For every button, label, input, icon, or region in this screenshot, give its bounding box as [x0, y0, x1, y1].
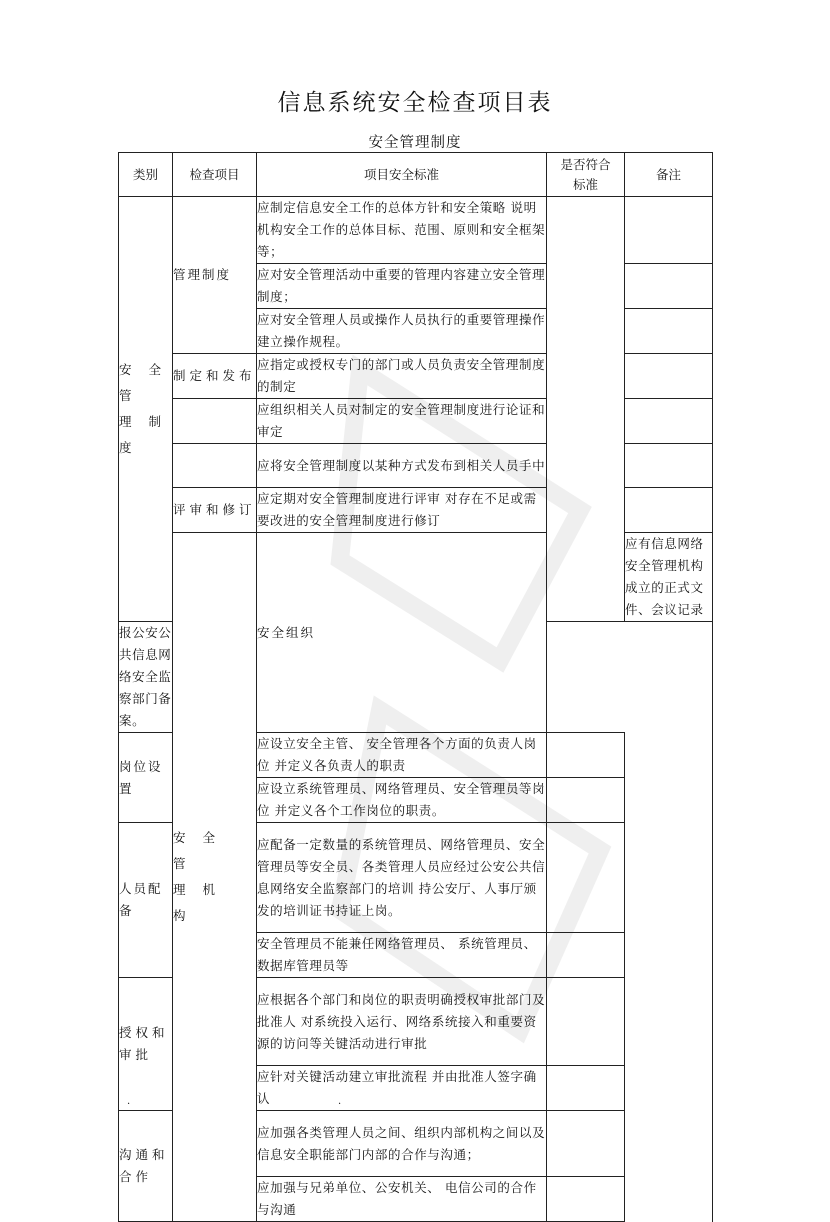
standard-text: 应制定信息安全工作的总体方针和安全策略 说明机构安全工作的总体目标、范围、原则和安全框架等；	[257, 197, 547, 264]
item-name-empty	[173, 444, 257, 488]
compliance-cell[interactable]	[547, 1111, 625, 1177]
footer-dot-right: .	[338, 1096, 342, 1107]
standard-text: 应组织相关人员对制定的安全管理制度进行论证和审定	[257, 399, 547, 444]
header-item: 检查项目	[173, 153, 257, 197]
category-line: 理 机	[173, 882, 218, 897]
header-category: 类别	[119, 153, 173, 197]
standard-text: 应配备一定数量的系统管理员、网络管理员、安全管理员等安全员、各类管理人员应经过公安公共信息网络安全监察部门的培训 持公安厅、人事厅颁发的培训证书持证上岗。	[257, 823, 547, 933]
compliance-cell[interactable]	[547, 733, 625, 778]
standard-text: 安全管理员不能兼任网络管理员、 系统管理员、 数据库管理员等	[257, 933, 547, 978]
security-check-table	[118, 152, 713, 1222]
header-compliant: 是否符合 标准	[547, 153, 625, 197]
remarks-cell[interactable]	[625, 197, 713, 264]
table-header-row	[119, 153, 713, 197]
standard-text: 应根据各个部门和岗位的职责明确授权审批部门及批准人 对系统投入运行、网络系统接入和重要资源的访问等关键活动进行审批	[257, 978, 547, 1066]
remarks-cell[interactable]	[625, 444, 713, 488]
item-name: 安全组织	[257, 533, 547, 733]
standard-text: 应设立系统管理员、网络管理员、安全管理员等岗位 并定义各个工作岗位的职责。	[257, 778, 547, 823]
remarks-cell[interactable]	[625, 399, 713, 444]
item-name-empty	[173, 399, 257, 444]
compliance-cell[interactable]	[547, 778, 625, 823]
header-remarks: 备注	[625, 153, 713, 197]
category-line: 度	[119, 440, 135, 455]
category-cell	[173, 533, 257, 1222]
category-line: 管	[173, 856, 189, 871]
item-name: 管理制度	[173, 197, 257, 354]
remarks-cell[interactable]	[625, 354, 713, 399]
remarks-cell[interactable]	[625, 264, 713, 309]
table-row	[119, 197, 713, 264]
standard-text: 应有信息网络安全管理机构成立的正式文件、会议记录	[625, 533, 713, 622]
standard-text: 应指定或授权专门的部门或人员负责安全管理制度的制定	[257, 354, 547, 399]
category-line: 安 全	[119, 362, 164, 377]
remarks-cell[interactable]	[625, 309, 713, 354]
item-name: 制定和发布	[173, 354, 257, 399]
standard-text: 应加强各类管理人员之间、组织内部机构之间以及信息安全职能部门内部的合作与沟通；	[257, 1111, 547, 1177]
category-line: 理 制	[119, 414, 164, 429]
standard-text: 应定期对安全管理制度进行评审 对存在不足或需要改进的安全管理制度进行修订	[257, 488, 547, 533]
compliance-cell[interactable]	[547, 978, 625, 1066]
category-line: 构	[173, 908, 189, 923]
compliance-cell[interactable]	[547, 197, 625, 622]
item-name: 评审和修订	[173, 488, 257, 533]
standard-text: 应对安全管理活动中重要的管理内容建立安全管理制度；	[257, 264, 547, 309]
compliance-cell[interactable]	[547, 933, 625, 978]
category-cell	[119, 197, 173, 622]
standard-text: 应对安全管理人员或操作人员执行的重要管理操作建立操作规程。	[257, 309, 547, 354]
item-name: 人员配备	[119, 823, 173, 978]
compliance-cell[interactable]	[547, 823, 625, 933]
item-name: 授权和审批	[119, 978, 173, 1111]
category-line: 安 全	[173, 830, 218, 845]
item-name: 沟通和合作	[119, 1111, 173, 1222]
remarks-cell[interactable]	[625, 488, 713, 533]
standard-text: 应设立安全主管、 安全管理各个方面的负责人岗位 并定义各负责人的职责	[257, 733, 547, 778]
category-line: 管	[119, 388, 135, 403]
header-standard: 项目安全标准	[257, 153, 547, 197]
compliance-cell[interactable]	[547, 1177, 625, 1222]
item-name: 岗位设置	[119, 733, 173, 823]
standard-text: 报公安公共信息网络安全监察部门备案。	[119, 622, 173, 733]
page-title: 信息系统安全检查项目表	[277, 90, 553, 116]
standard-text: 应将安全管理制度以某种方式发布到相关人员手中	[257, 444, 547, 488]
section-title: 安全管理制度	[368, 135, 462, 151]
standard-text: 应针对关键活动建立审批流程 并由批准人签字确认	[257, 1066, 547, 1111]
compliance-cell[interactable]	[547, 1066, 625, 1111]
footer-dot-left: .	[127, 1096, 131, 1107]
standard-text: 应加强与兄弟单位、公安机关、 电信公司的合作与沟通	[257, 1177, 547, 1222]
